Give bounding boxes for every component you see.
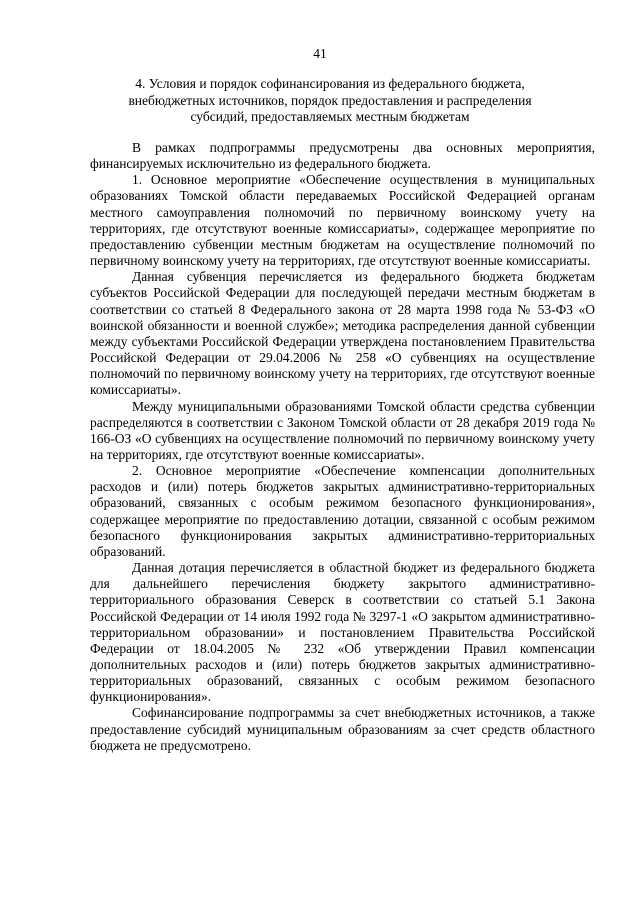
section-title-line: внебюджетных источников, порядок предоставления и распределения (128, 92, 532, 108)
paragraph-main-activity-1: 1. Основное мероприятие «Обеспечение осуществления в муниципальных образованиях Томской области передаваемых Российской Федерацией органам местного самоуправления полномочий по первичному воинскому учету на территориях, где отсутствуют военные комиссариаты», содержащее мероприятие по предоставлению субвенции местным бюджетам на осуществление полномочий по первичному воинскому учету на территориях, где отсутствуют военные комиссариаты. (90, 172, 595, 269)
paragraph-grant: Данная дотация перечисляется в областной бюджет из федерального бюджета для дальнейшего перечисления бюджету закрытого административно-территориального образования Северск в соответствии со статьей 5.1 Закона Российской Федерации от 14 июля 1992 года № 3297-1 «О закрытом административно-территориальном образовании» и постановлением Правительства Российской Федерации от 18.04.2005 № 232 «Об утверждении Правил компенсации дополнительных расходов и (или) потерь бюджетов закрытых административно-территориальных образований, связанных с особым режимом безопасного функционирования». (90, 560, 595, 705)
paragraph-main-activity-2: 2. Основное мероприятие «Обеспечение компенсации дополнительных расходов и (или) потерь бюджетов закрытых административно-территориальных образований, связанных с особым режимом безопасного функционирования», содержащее мероприятие по предоставлению дотации, связанной с особым режимом безопасного функционирования закрытых административно-территориальных образований. (90, 463, 595, 559)
paragraph-intro: В рамках подпрограммы предусмотрены два основных мероприятия, финансируемых исключительно из федерального бюджета. (90, 140, 595, 172)
paragraph-cofinancing: Софинансирование подпрограммы за счет внебюджетных источников, а также предоставление субсидий муниципальным образованиям за счет средств областного бюджета не предусмотрено. (90, 705, 595, 753)
section-title-line: 4. Условия и порядок софинансирования из федерального бюджета, (135, 76, 525, 91)
section-title (100, 76, 560, 126)
section-title-line: субсидий, предоставляемых местным бюджетам (190, 109, 470, 124)
paragraph-distribution: Между муниципальными образованиями Томской области средства субвенции распределяются в соответствии с Законом Томской области от 28 декабря 2019 года № 166-ОЗ «О субвенциях на осуществление полномочий по первичному воинскому учету на территориях, где отсутствуют военные комиссариаты». (90, 398, 595, 462)
paragraph-subvention: Данная субвенция перечисляется из федерального бюджета бюджетам субъектов Российской Федерации для последующей передачи местным бюджетам в соответствии со статьей 8 Федерального закона от 28 марта 1998 года № 53-ФЗ «О воинской обязанности и военной службе»; методика распределения данной субвенции между субъектами Российской Федерации утверждена постановлением Правительства Российской Федерации от 29.04.2006 № 258 «О субвенциях на осуществление полномочий по первичному воинскому учету на территориях, где отсутствуют военные комиссариаты». (90, 269, 595, 398)
body-text (90, 140, 595, 754)
page-number: 41 (313, 46, 327, 61)
